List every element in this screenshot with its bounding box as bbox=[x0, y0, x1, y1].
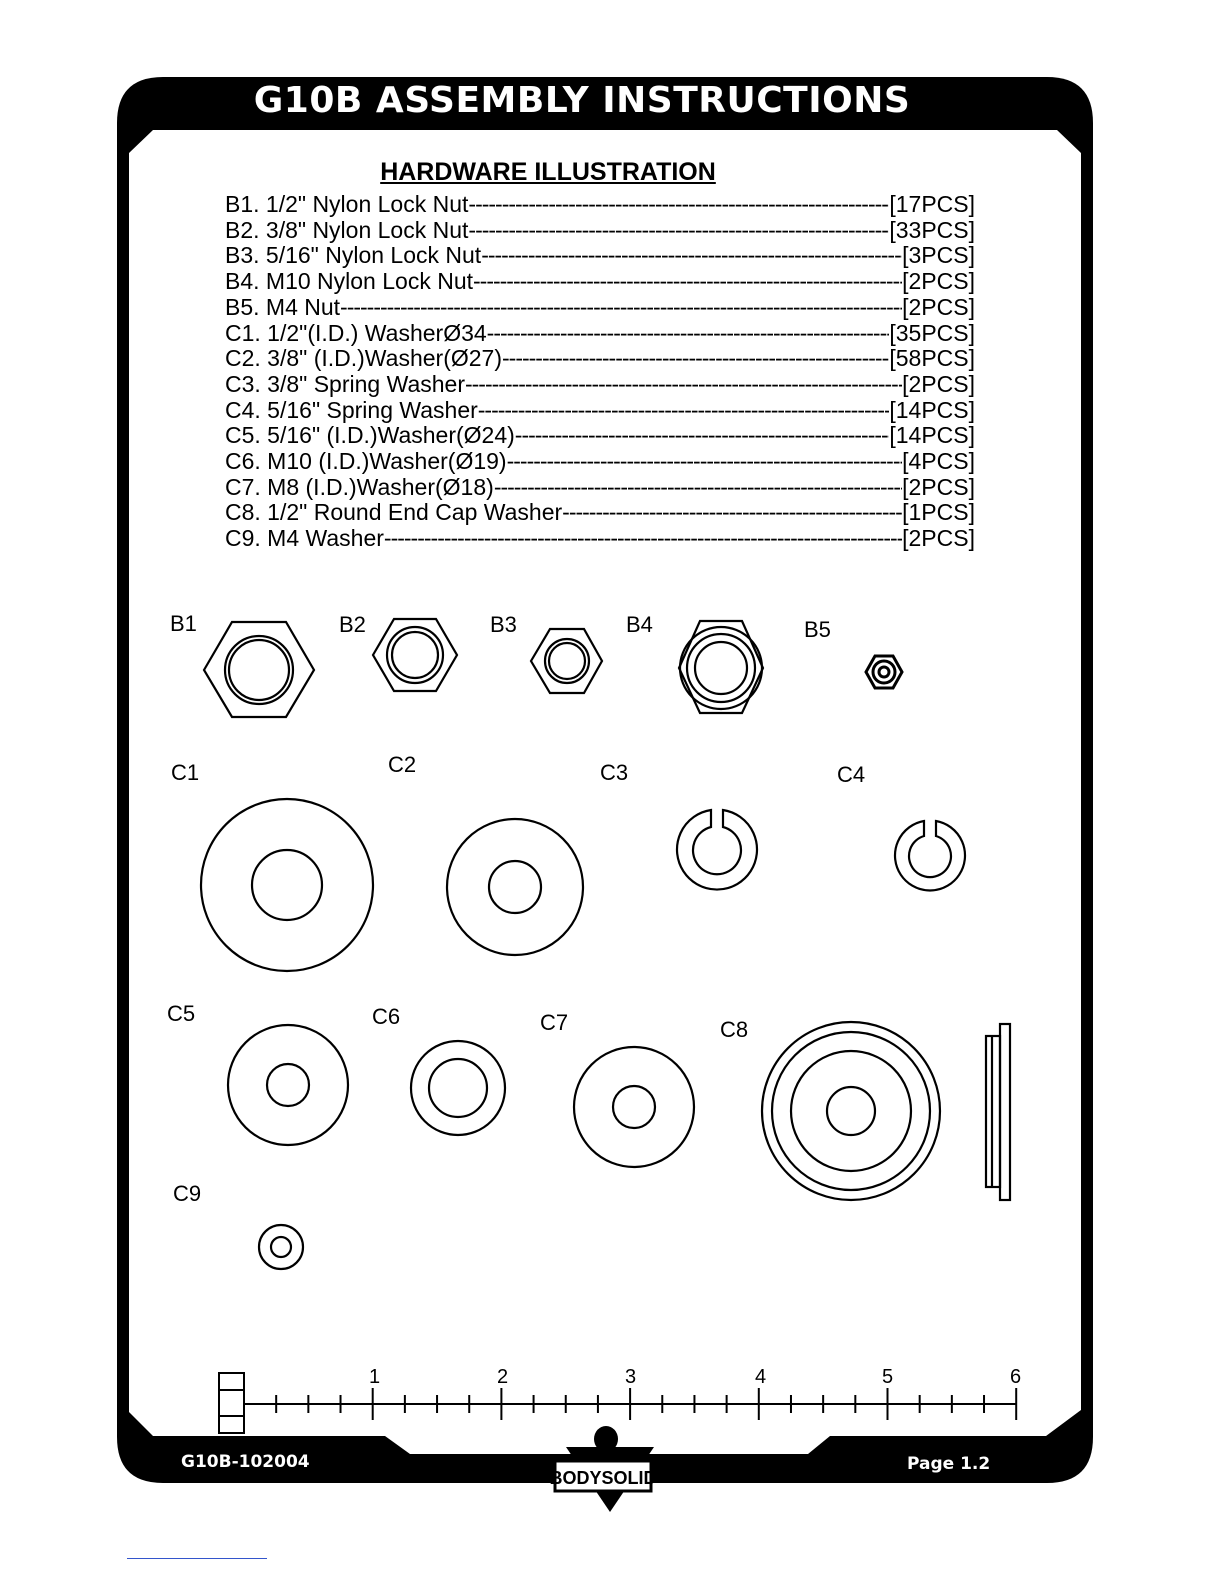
b5-nut-drawing bbox=[866, 656, 902, 688]
footer-doc-code: G10B-102004 bbox=[181, 1452, 310, 1472]
part-label-b3: B3 bbox=[490, 612, 517, 637]
bodysolid-logo bbox=[549, 1426, 656, 1512]
part-label-c7: C7 bbox=[540, 1010, 569, 1035]
item-label: C5. 5/16" (I.D.)Washer(Ø24) bbox=[225, 422, 515, 449]
item-qty: [2PCS] bbox=[902, 473, 975, 500]
part-label-c5: C5 bbox=[167, 1001, 196, 1026]
c1-washer-drawing bbox=[201, 799, 373, 971]
b4-nut-drawing bbox=[679, 621, 763, 713]
part-label-c4: C4 bbox=[837, 762, 866, 787]
item-label: C2. 3/8" (I.D.)Washer(Ø27) bbox=[225, 345, 502, 372]
item-label: B3. 5/16" Nylon Lock Nut bbox=[225, 242, 482, 269]
measurement-ruler bbox=[219, 1373, 1016, 1433]
part-label-c1: C1 bbox=[171, 760, 200, 785]
item-qty: [14PCS] bbox=[889, 422, 975, 449]
item-qty: [14PCS] bbox=[889, 396, 975, 423]
item-qty: [17PCS] bbox=[889, 191, 975, 217]
item-label: C6. M10 (I.D.)Washer(Ø19) bbox=[225, 448, 507, 475]
c8-side-view-drawing bbox=[986, 1024, 1010, 1200]
item-label: B5. M4 Nut bbox=[225, 293, 341, 320]
item-label: C8. 1/2" Round End Cap Washer bbox=[225, 499, 563, 526]
ruler-number: 1 bbox=[369, 1366, 381, 1388]
b1-nut-drawing bbox=[204, 622, 314, 717]
part-label-c9: C9 bbox=[173, 1181, 202, 1206]
item-label: C9. M4 Washer bbox=[225, 525, 384, 552]
section-title: HARDWARE ILLUSTRATION bbox=[380, 158, 716, 186]
logo-text: BODYSOLID bbox=[549, 1468, 657, 1488]
c7-washer-drawing bbox=[574, 1047, 694, 1167]
ruler-number: 3 bbox=[625, 1366, 637, 1388]
c9-washer-drawing bbox=[259, 1225, 303, 1269]
part-label-b5: B5 bbox=[804, 617, 831, 642]
footer-page-number: Page 1.2 bbox=[907, 1454, 991, 1474]
item-label: B1. 1/2" Nylon Lock Nut bbox=[225, 191, 469, 217]
item-qty: [33PCS] bbox=[889, 216, 975, 243]
part-label-c6: C6 bbox=[372, 1004, 401, 1029]
ruler-number: 4 bbox=[755, 1366, 767, 1388]
item-qty: [35PCS] bbox=[889, 319, 975, 346]
link-underline bbox=[127, 1558, 267, 1559]
item-qty: [3PCS] bbox=[902, 242, 975, 269]
c5-washer-drawing bbox=[228, 1025, 348, 1145]
c3-spring-washer-drawing bbox=[677, 810, 757, 890]
part-label-c2: C2 bbox=[388, 752, 417, 777]
b3-nut-drawing bbox=[531, 629, 602, 693]
item-qty: [4PCS] bbox=[902, 448, 975, 475]
item-label: B4. M10 Nylon Lock Nut bbox=[225, 268, 474, 295]
c6-washer-drawing bbox=[411, 1041, 505, 1135]
item-qty: [2PCS] bbox=[902, 293, 975, 320]
part-label-c8: C8 bbox=[720, 1017, 749, 1042]
item-qty: [58PCS] bbox=[889, 345, 975, 372]
item-qty: [2PCS] bbox=[902, 370, 975, 397]
item-qty: [1PCS] bbox=[902, 499, 975, 526]
item-label: C4. 5/16" Spring Washer bbox=[225, 396, 478, 423]
part-label-b4: B4 bbox=[626, 612, 653, 637]
item-qty: [2PCS] bbox=[902, 525, 975, 552]
item-label: C7. M8 (I.D.)Washer(Ø18) bbox=[225, 473, 494, 500]
ruler-number: 6 bbox=[1010, 1366, 1022, 1388]
item-label: C1. 1/2"(I.D.) WasherØ34 bbox=[225, 319, 487, 346]
c2-washer-drawing bbox=[447, 819, 583, 955]
part-label-c3: C3 bbox=[600, 760, 629, 785]
b2-nut-drawing bbox=[373, 619, 457, 691]
ruler-numbers bbox=[369, 1366, 1021, 1388]
c4-spring-washer-drawing bbox=[895, 821, 965, 890]
ruler-number: 2 bbox=[497, 1366, 509, 1388]
item-label: C3. 3/8" Spring Washer bbox=[225, 370, 465, 397]
page-title: G10B ASSEMBLY INSTRUCTIONS bbox=[253, 80, 911, 121]
part-label-b2: B2 bbox=[339, 612, 366, 637]
item-qty: [2PCS] bbox=[902, 268, 975, 295]
item-label: B2. 3/8" Nylon Lock Nut bbox=[225, 216, 469, 243]
part-label-b1: B1 bbox=[170, 611, 197, 636]
c8-end-cap-washer-drawing bbox=[762, 1022, 940, 1200]
ruler-number: 5 bbox=[882, 1366, 894, 1388]
